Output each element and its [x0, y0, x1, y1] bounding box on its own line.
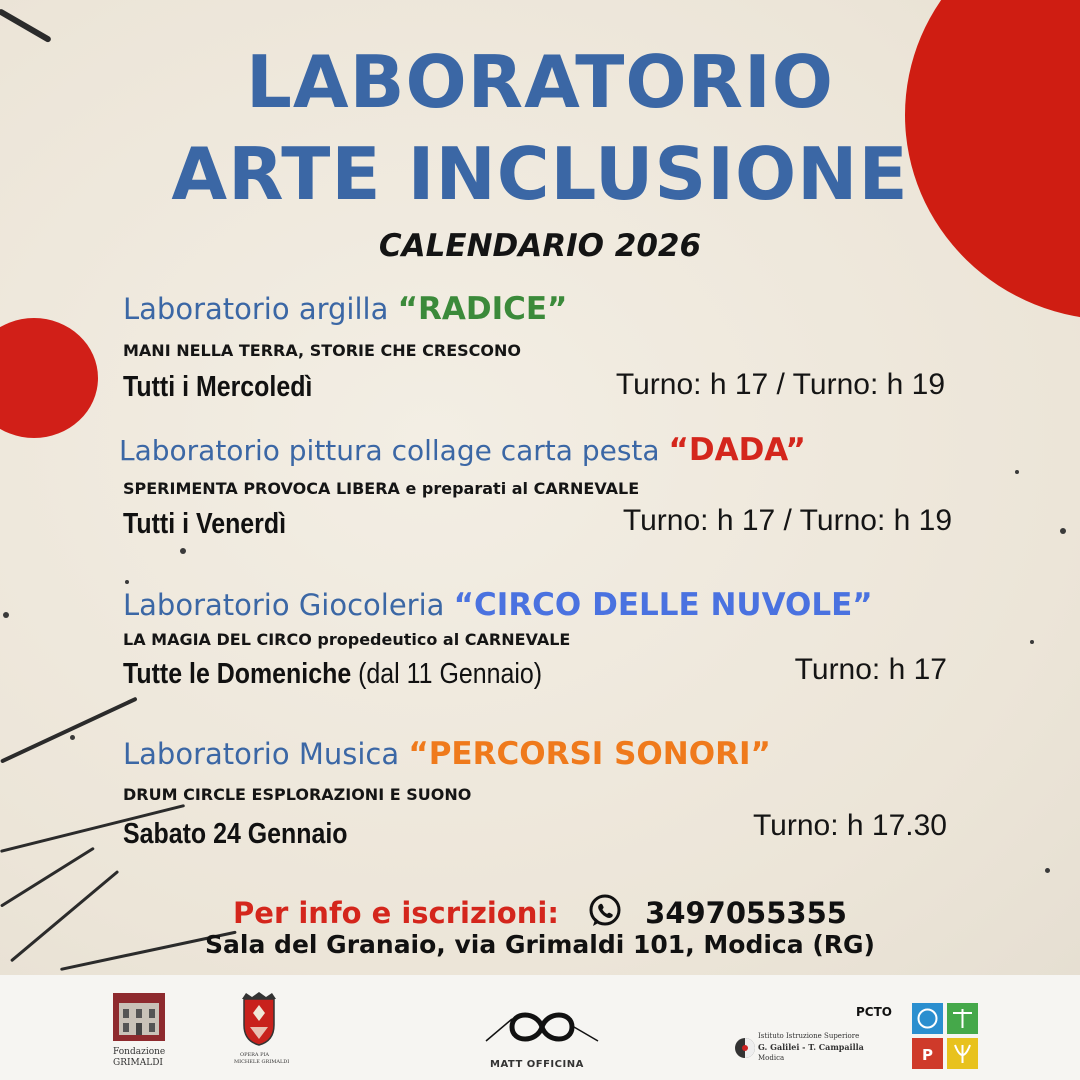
workshop-time: Turno: h 17 / Turno: h 19	[615, 368, 945, 401]
workshop-title	[123, 736, 771, 772]
pcto-label: PCTO	[856, 1005, 892, 1019]
workshop-title	[123, 587, 873, 623]
fondazione-line1: Fondazione	[113, 1047, 166, 1057]
venue-address: Sala del Granaio, via Grimaldi 101, Modica (RG)	[205, 930, 875, 959]
workshop-title-text: Laboratorio pittura collage carta pesta	[119, 434, 660, 467]
workshop-day	[123, 371, 312, 404]
workshop-day	[123, 818, 348, 851]
workshop-day	[123, 508, 286, 541]
workshop-time: Turno: h 17	[794, 653, 947, 686]
school-line3: Modica	[758, 1054, 785, 1062]
ink-speck	[125, 580, 129, 584]
workshop-name: “PERCORSI SONORI”	[408, 736, 771, 772]
ink-speck	[3, 612, 9, 618]
ink-speck	[70, 735, 75, 740]
ink-stroke	[0, 697, 138, 764]
workshop-time: Turno: h 17.30	[752, 809, 947, 842]
workshop-description: LA MAGIA DEL CIRCO propedeutico al CARNEVALE	[123, 630, 571, 649]
workshop-title-text: Laboratorio Giocoleria	[123, 588, 445, 622]
ink-speck	[1060, 528, 1066, 534]
ink-speck	[1015, 470, 1019, 474]
contact-label: Per info e iscrizioni:	[233, 896, 559, 930]
workshop-description: DRUM CIRCLE ESPLORAZIONI E SUONO	[123, 785, 472, 804]
workshop-title-text: Laboratorio Musica	[123, 737, 400, 771]
ink-speck	[1030, 640, 1034, 644]
opera-pia-line2: MICHELE GRIMALDI	[234, 1059, 290, 1065]
workshop-day-text: Sabato 24 Gennaio	[123, 818, 348, 850]
workshop-name: “CIRCO DELLE NUVOLE”	[453, 587, 873, 623]
fondazione-line2: GRIMALDI	[113, 1058, 163, 1068]
svg-text:P: P	[922, 1046, 933, 1064]
workshop-day-text: Tutti i Mercoledì	[123, 371, 313, 403]
pcto-icons-grid	[912, 1003, 978, 1069]
workshop-day-text: Tutte le Domeniche	[123, 658, 352, 690]
fondazione-grimaldi-logo	[113, 993, 165, 1041]
calendar-subtitle: CALENDARIO 2026	[378, 228, 702, 264]
title-line-2: ARTE INCLUSIONE	[171, 132, 909, 216]
opera-pia-line1: OPERA PIA	[240, 1052, 270, 1058]
workshop-day-note: (dal 11 Gennaio)	[358, 658, 543, 690]
ink-speck	[180, 548, 186, 554]
ink-speck	[1045, 868, 1050, 873]
red-circle-small	[0, 318, 98, 438]
infinity-logo-icon	[482, 997, 602, 1057]
workshop-description: SPERIMENTA PROVOCA LIBERA e preparati al CARNEVALE	[123, 479, 640, 498]
workshop-name: “DADA”	[668, 432, 806, 468]
sponsor-footer	[0, 975, 1080, 1080]
ink-stroke	[0, 8, 52, 43]
phone-number[interactable]: 3497055355	[645, 896, 847, 930]
workshop-title	[119, 432, 806, 468]
school-emblem-icon	[734, 1037, 756, 1059]
workshop-name: “RADICE”	[397, 291, 568, 327]
opera-pia-crest-icon	[238, 991, 280, 1047]
school-line1: Istituto Istruzione Superiore	[758, 1032, 860, 1040]
workshop-day	[123, 658, 542, 691]
workshop-description: MANI NELLA TERRA, STORIE CHE CRESCONO	[123, 341, 521, 360]
workshop-day-text: Tutti i Venerdì	[123, 508, 287, 540]
matt-officina-text: MATT OFFICINA	[490, 1059, 584, 1070]
workshop-title	[123, 291, 567, 327]
title-line-1: LABORATORIO	[245, 40, 835, 124]
workshop-time: Turno: h 17 / Turno: h 19	[622, 504, 952, 537]
school-line2: G. Galilei - T. Campailla	[758, 1042, 864, 1052]
workshop-title-text: Laboratorio argilla	[123, 292, 389, 326]
